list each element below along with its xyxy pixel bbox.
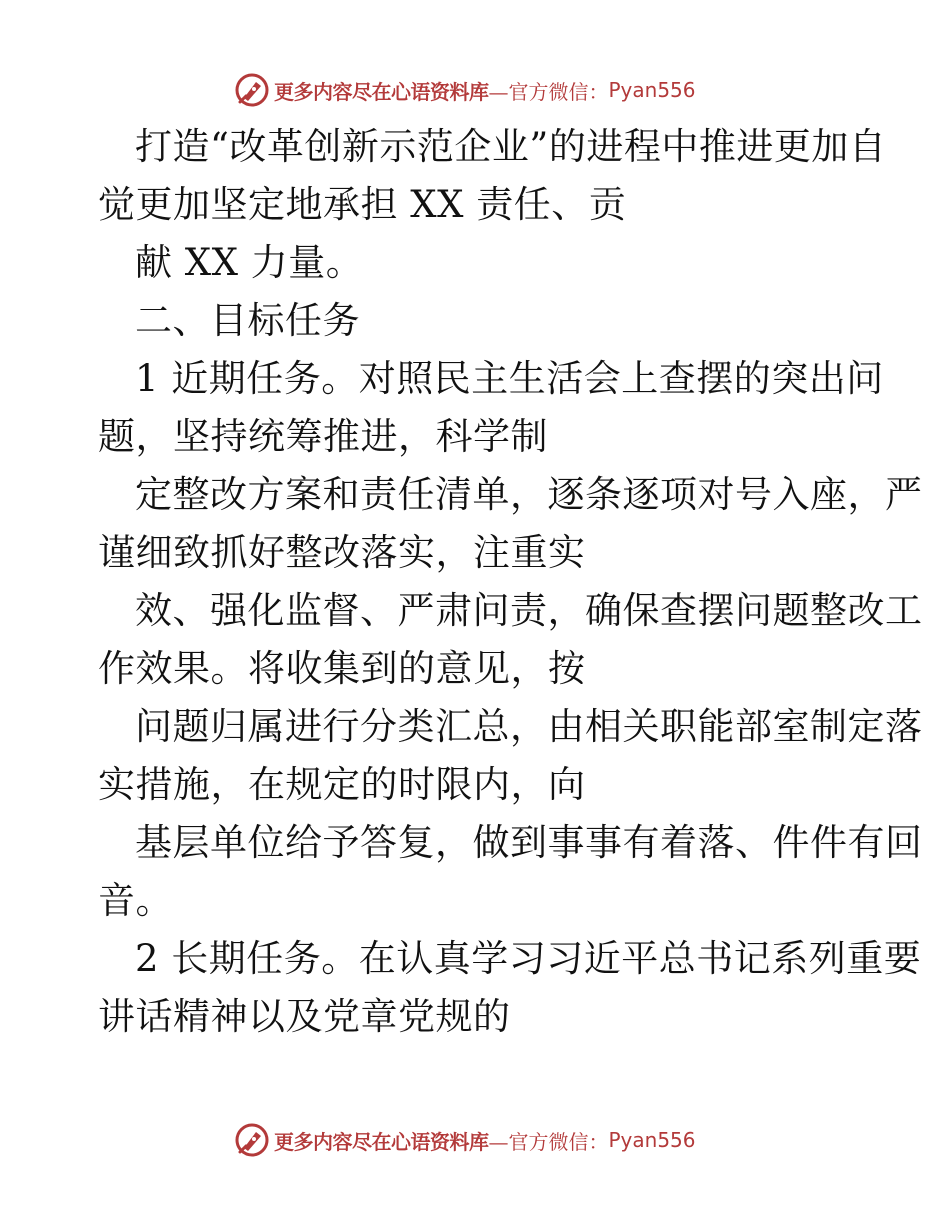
- footer-site-name: 更多内容尽在心语资料库: [274, 1129, 489, 1154]
- text-line: 谨细致抓好整改落实，注重实: [98, 531, 586, 574]
- footer-watermark: [234, 1120, 714, 1160]
- footer-wechat-handle: Pyan556: [608, 1128, 696, 1152]
- text-line: 问题归属进行分类汇总，由相关职能部室制定落: [135, 705, 923, 748]
- header-site-name: 更多内容尽在心语资料库: [274, 79, 489, 104]
- document-body: [98, 118, 923, 1046]
- text-line: 题，坚持统筹推进，科学制: [98, 415, 548, 458]
- pen-nib-logo-icon: [234, 1122, 270, 1158]
- text-line: 音。: [98, 879, 173, 922]
- text-line: 觉更加坚定地承担 XX 责任、贡: [98, 183, 627, 226]
- section-heading: 二、目标任务: [135, 299, 360, 342]
- header-wechat-handle: Pyan556: [608, 78, 696, 102]
- text-line: 献 XX 力量。: [135, 241, 364, 284]
- header-wechat-label: —官方微信：: [488, 79, 609, 104]
- text-line: 基层单位给予答复，做到事事有着落、件件有回: [135, 821, 923, 864]
- text-line: 打造“改革创新示范企业”的进程中推进更加自: [135, 125, 887, 168]
- text-line: 效、强化监督、严肃问责，确保查摆问题整改工: [135, 589, 923, 632]
- text-line: 定整改方案和责任清单，逐条逐项对号入座，严: [135, 473, 923, 516]
- text-line: 作效果。将收集到的意见，按: [98, 647, 586, 690]
- header-watermark: [234, 70, 714, 110]
- text-line: 讲话精神以及党章党规的: [98, 995, 511, 1038]
- footer-wechat-label: —官方微信：: [488, 1129, 609, 1154]
- text-line: 2 长期任务。在认真学习习近平总书记系列重要: [135, 937, 922, 980]
- text-line: 实措施，在规定的时限内，向: [98, 763, 586, 806]
- text-line: 1 近期任务。对照民主生活会上查摆的突出问: [135, 357, 884, 400]
- pen-nib-logo-icon: [234, 72, 270, 108]
